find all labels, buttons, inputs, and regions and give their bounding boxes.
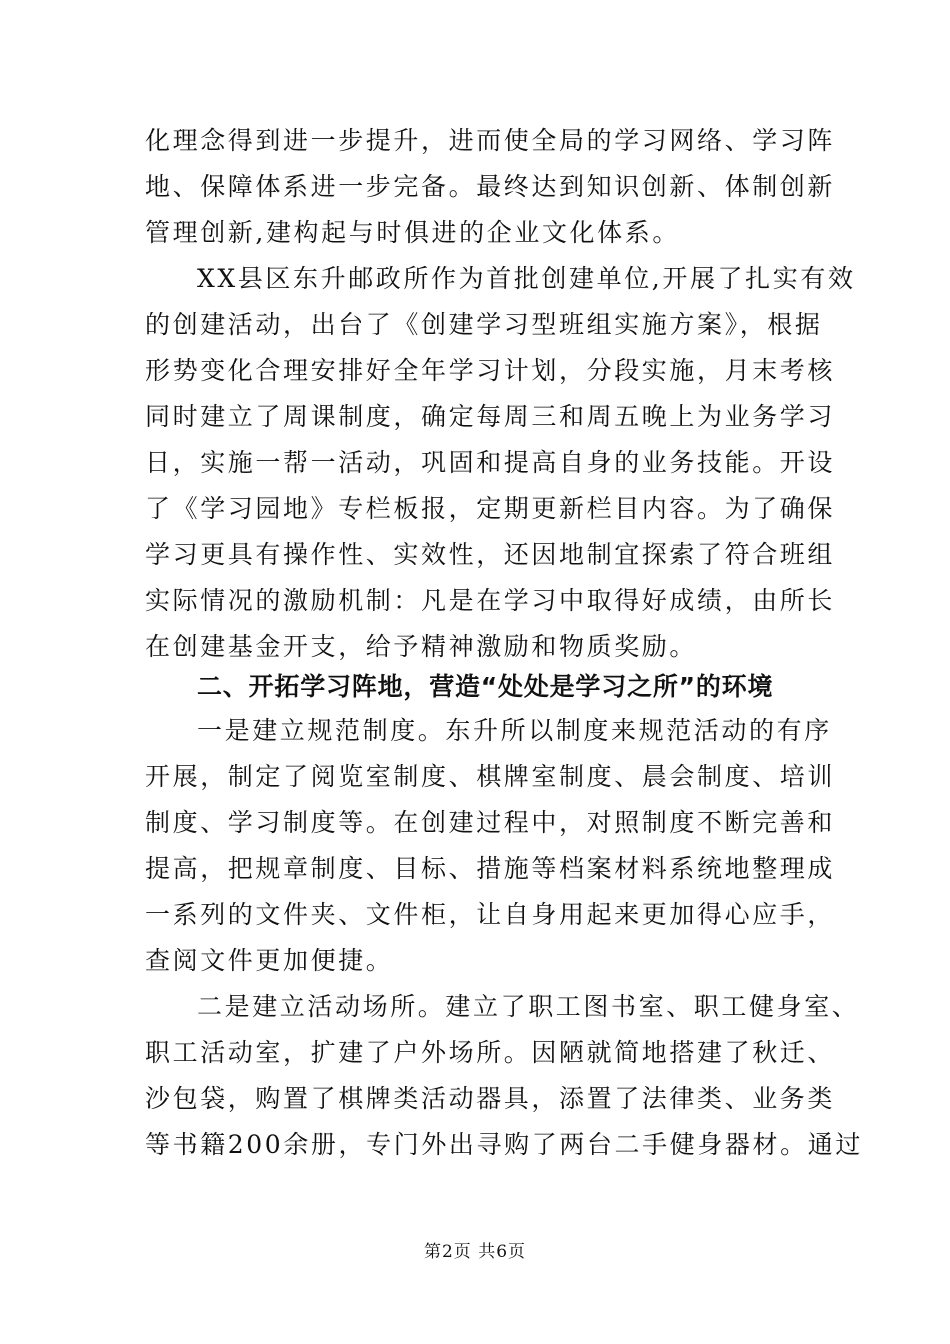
body-text-line: 形势变化合理安排好全年学习计划，分段实施，月末考核 — [145, 356, 836, 385]
paragraph-first-line: 二是建立活动场所。建立了职工图书室、职工健身室、 — [197, 992, 860, 1021]
section-heading: 二、开拓学习阵地，营造“处处是学习之所”的环境 — [197, 672, 774, 701]
body-text-line: 管理创新,建构起与时俱进的企业文化体系。 — [145, 218, 680, 247]
body-text-line: 沙包袋，购置了棋牌类活动器具，添置了法律类、业务类 — [145, 1084, 836, 1113]
paragraph-first-line: 一是建立规范制度。东升所以制度来规范活动的有序 — [197, 716, 832, 745]
body-text-line: 学习更具有操作性、实效性，还因地制宜探索了符合班组 — [145, 540, 836, 569]
body-text-line: 化理念得到进一步提升，进而使全局的学习网络、学习阵 — [145, 126, 836, 155]
body-text-line: 查阅文件更加便捷。 — [145, 946, 394, 975]
body-text-line: 日，实施一帮一活动，巩固和提高自身的业务技能。开设 — [145, 448, 836, 477]
body-text-line: 提高，把规章制度、目标、措施等档案材料系统地整理成 — [145, 854, 836, 883]
paragraph-first-line: XX县区东升邮政所作为首批创建单位,开展了扎实有效 — [197, 264, 856, 293]
body-text-line: 等书籍200余册，专门外出寻购了两台二手健身器材。通过 — [145, 1130, 863, 1159]
body-text-line: 职工活动室，扩建了户外场所。因陋就简地搭建了秋迁、 — [145, 1038, 836, 1067]
body-text-line: 制度、学习制度等。在创建过程中，对照制度不断完善和 — [145, 808, 836, 837]
body-text-line: 在创建基金开支，给予精神激励和物质奖励。 — [145, 632, 698, 661]
body-text-line: 地、保障体系进一步完备。最终达到知识创新、体制创新 — [145, 172, 836, 201]
body-text-line: 的创建活动，出台了《创建学习型班组实施方案》，根据 — [145, 310, 823, 339]
body-text-line: 开展，制定了阅览室制度、棋牌室制度、晨会制度、培训 — [145, 762, 836, 791]
page-footer: 第2页 共6页 — [423, 1242, 527, 1262]
body-text-line: 一系列的文件夹、文件柜，让自身用起来更加得心应手， — [145, 900, 836, 929]
body-text-line: 了《学习园地》专栏板报，定期更新栏目内容。为了确保 — [145, 494, 836, 523]
body-text-line: 同时建立了周课制度，确定每周三和周五晚上为业务学习 — [145, 402, 836, 431]
body-text-line: 实际情况的激励机制：凡是在学习中取得好成绩，由所长 — [145, 586, 836, 615]
